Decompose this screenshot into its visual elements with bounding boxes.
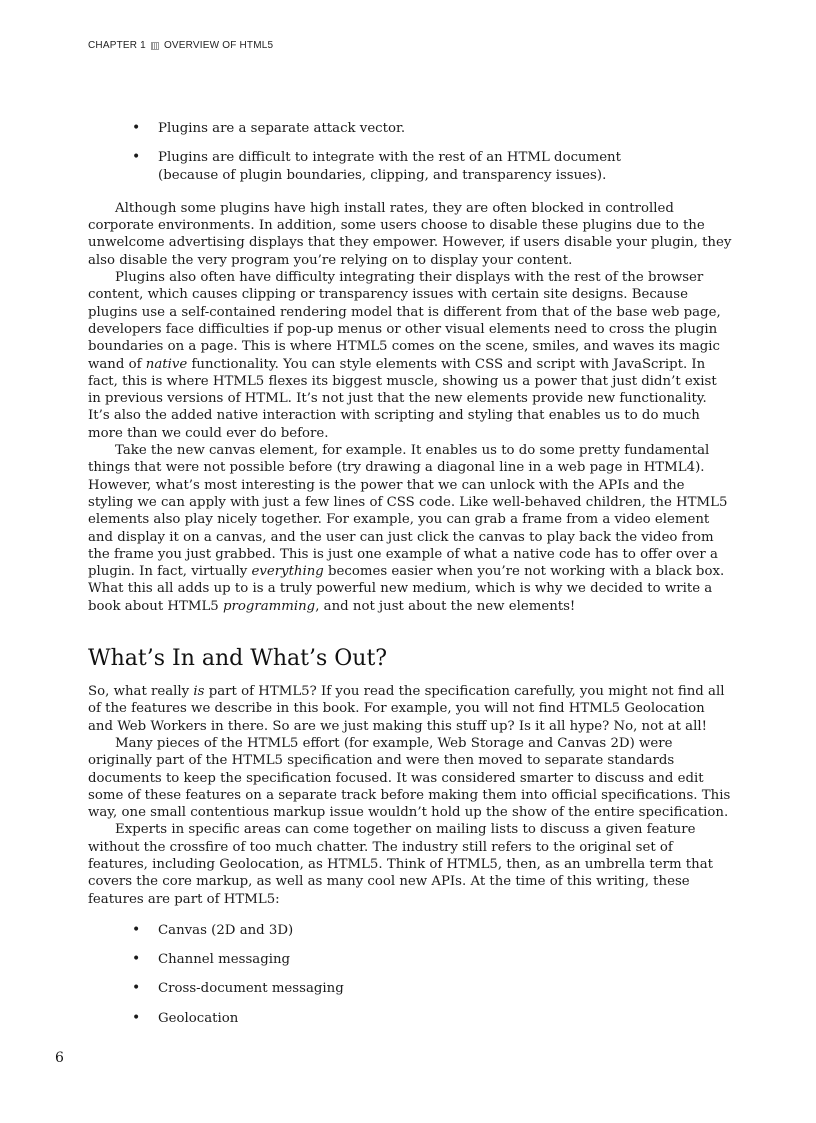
page-number: 6 (55, 1050, 64, 1066)
text-run: So, what really (88, 684, 194, 700)
emphasis-text: is (193, 684, 205, 700)
text-run: Plugins also often have difficulty integrating their displays with the rest of the browser content, which causes clipping or transparency issues with certain site designs. Because plugins use a self-contained rendering model that is different from that of the base web page, developers face difficulties if pop-up menus or other visual elements need to cross the plugin boundaries on a page. This is where HTML5 comes on the scene, smiles, and waves its magic wand of (88, 270, 721, 372)
paragraph (88, 683, 732, 735)
list-item: • Canvas (2D and 3D) (88, 922, 732, 939)
emphasis-text: native (145, 356, 188, 372)
paragraph (88, 442, 732, 615)
separator-square-icon (151, 42, 159, 50)
list-item: • Geolocation (88, 1010, 732, 1027)
text-run: Take the new canvas element, for example. It enables us to do some pretty fundamental things that were not possible before (try drawing a diagonal line in a web page in HTML4). However, what’s most interesting is the power that we can unlock with the APIs and the styling we can apply with just a few lines of CSS code. Like well-behaved children, the HTML5 elements also play nicely together. For example, you can grab a frame from a video element and display it on a canvas, and the user can just click the canvas to play back the video from the frame you just grabbed. This is just one example of what a native code has to offer over a plugin. In fact, virtually (88, 443, 728, 580)
paragraph (88, 269, 732, 442)
text-run: becomes easier when you’re not working with a black box. What this all adds up to is a truly powerful new medium, which is why we decided to write a book about HTML5 (88, 564, 725, 614)
plugin-issues-list (88, 120, 732, 184)
list-item: • Plugins are a separate attack vector. (88, 120, 732, 137)
list-item: • Plugins are difficult to integrate with the rest of an HTML document (because of plugin boundaries, clipping, and transparency issues). (88, 149, 732, 184)
text-run: functionality. You can style elements with CSS and script with JavaScript. In fact, this is where HTML5 flexes its biggest muscle, showing us a power that just didn’t exist in previous versions of HTML. It’s not just that the new elements provide new functionality. It’s also the added native interaction with scripting and styling that enables us to do much more than we could ever do before. (88, 356, 717, 441)
features-list (88, 922, 732, 1027)
paragraph: Although some plugins have high install rates, they are often blocked in controlled corporate environments. In addition, some users choose to disable these plugins due to the unwelcome advertising displays that they empower. However, if users disable your plugin, they also disable the very program you’re relying on to display your content. (88, 200, 732, 268)
paragraph: Experts in specific areas can come together on mailing lists to discuss a given feature without the crossfire of too much chatter. The industry still refers to the original set of features, including Geolocation, as HTML5. Think of HTML5, then, as an umbrella term that covers the core markup, as well as many cool new APIs. At the time of this writing, these features are part of HTML5: (88, 822, 713, 907)
page-body (88, 120, 732, 1039)
chapter-title: OVERVIEW OF HTML5 (163, 40, 274, 51)
emphasis-text: everything (251, 564, 324, 580)
emphasis-text: programming (222, 598, 316, 614)
list-item: • Channel messaging (88, 951, 732, 968)
paragraph: Many pieces of the HTML5 effort (for example, Web Storage and Canvas 2D) were originally part of the HTML5 specification and were then moved to separate standards documents to keep the specification focused. It was considered smarter to discuss and edit some of these features on a separate track before making them into official specifications. This way, one small contentious markup issue wouldn’t hold up the show of the entire specification. (88, 735, 731, 821)
text-run: part of HTML5? If you read the specification carefully, you might not find all of the features we describe in this book. For example, you will not find HTML5 Geolocation and Web Workers in there. So are we just making this stuff up? Is it all hype? No, not at all! (88, 684, 725, 734)
chapter-label: CHAPTER 1 (88, 40, 146, 51)
list-item: • Cross-document messaging (88, 980, 732, 997)
running-header (88, 40, 273, 51)
text-run: , and not just about the new elements! (315, 598, 576, 614)
section-heading: What’s In and What’s Out? (88, 646, 388, 672)
